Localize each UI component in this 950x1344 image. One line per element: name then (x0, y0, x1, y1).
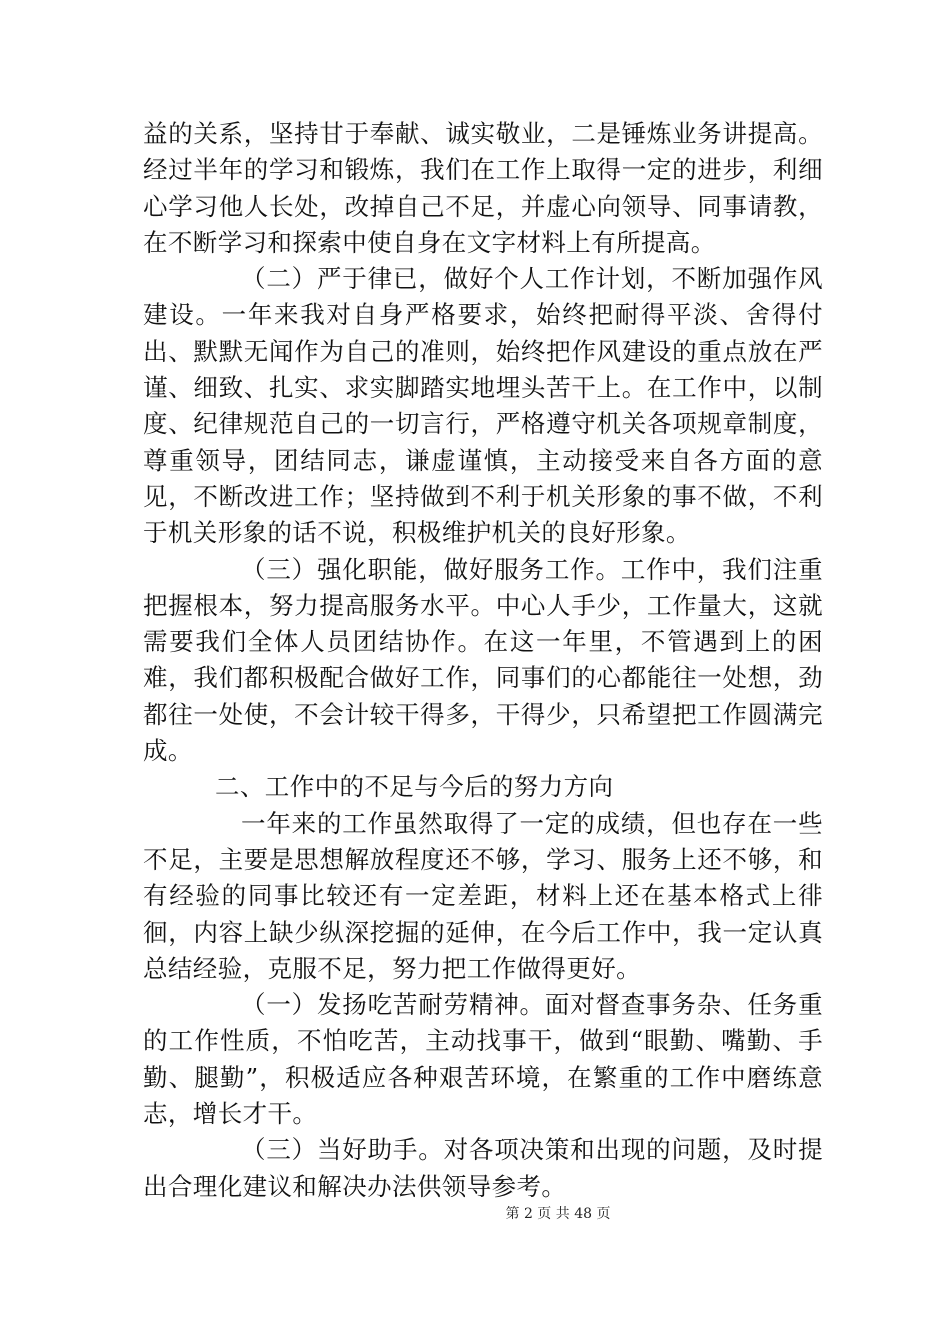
paragraph-hardwork: （一）发扬吃苦耐劳精神。面对督查事务杂、任务重的工作性质，不怕吃苦，主动找事干，做到“眼勤、嘴勤、手勤、腿勤”，积极适应各种艰苦环境，在繁重的工作中磨练意志，增长才干。 (143, 990, 823, 1129)
paragraph-shortcomings: 一年来的工作虽然取得了一定的成绩，但也存在一些不足，主要是思想解放程度还不够，学习、服务上还不够，和有经验的同事比较还有一定差距，材料上还在基本格式上徘徊，内容上缺少纵深挖掘的延伸，在今后工作中，我一定认真总结经验，克服不足，努力把工作做得更好。 (143, 808, 823, 983)
page-footer (0, 1203, 950, 1223)
body-text (143, 116, 823, 1205)
paragraph-assistant: （三）当好助手。对各项决策和出现的问题，及时提出合理化建议和解决办法供领导参考。 (143, 1135, 823, 1201)
paragraph-service: （三）强化职能，做好服务工作。工作中，我们注重把握根本，努力提高服务水平。中心人手少，工作量大，这就需要我们全体人员团结协作。在这一年里，不管遇到上的困难，我们都积极配合做好工作，同事们的心都能往一处想，劲都往一处使，不会计较干得多，干得少，只希望把工作圆满完成。 (143, 554, 823, 766)
section-heading: 二、工作中的不足与今后的努力方向 (215, 772, 614, 802)
paragraph-discipline: （二）严于律已，做好个人工作计划，不断加强作风建设。一年来我对自身严格要求，始终把耐得平淡、舍得付出、默默无闻作为自己的准则，始终把作风建设的重点放在严谨、细致、扎实、求实脚踏实地埋头苦干上。在工作中，以制度、纪律规范自己的一切言行，严格遵守机关各项规章制度，尊重领导，团结同志，谦虚谨慎，主动接受来自各方面的意见，不断改进工作；坚持做到不利于机关形象的事不做，不利于机关形象的话不说，积极维护机关的良好形象。 (143, 264, 823, 548)
paragraph-continuation: 益的关系，坚持甘于奉献、诚实敬业，二是锤炼业务讲提高。经过半年的学习和锻炼，我们在工作上取得一定的进步，利细心学习他人长处，改掉自己不足，并虚心向领导、同事请教，在不断学习和探索中使自身在文字材料上有所提高。 (143, 119, 823, 257)
page-number: 第 2 页 共 48 页 (505, 1206, 611, 1222)
